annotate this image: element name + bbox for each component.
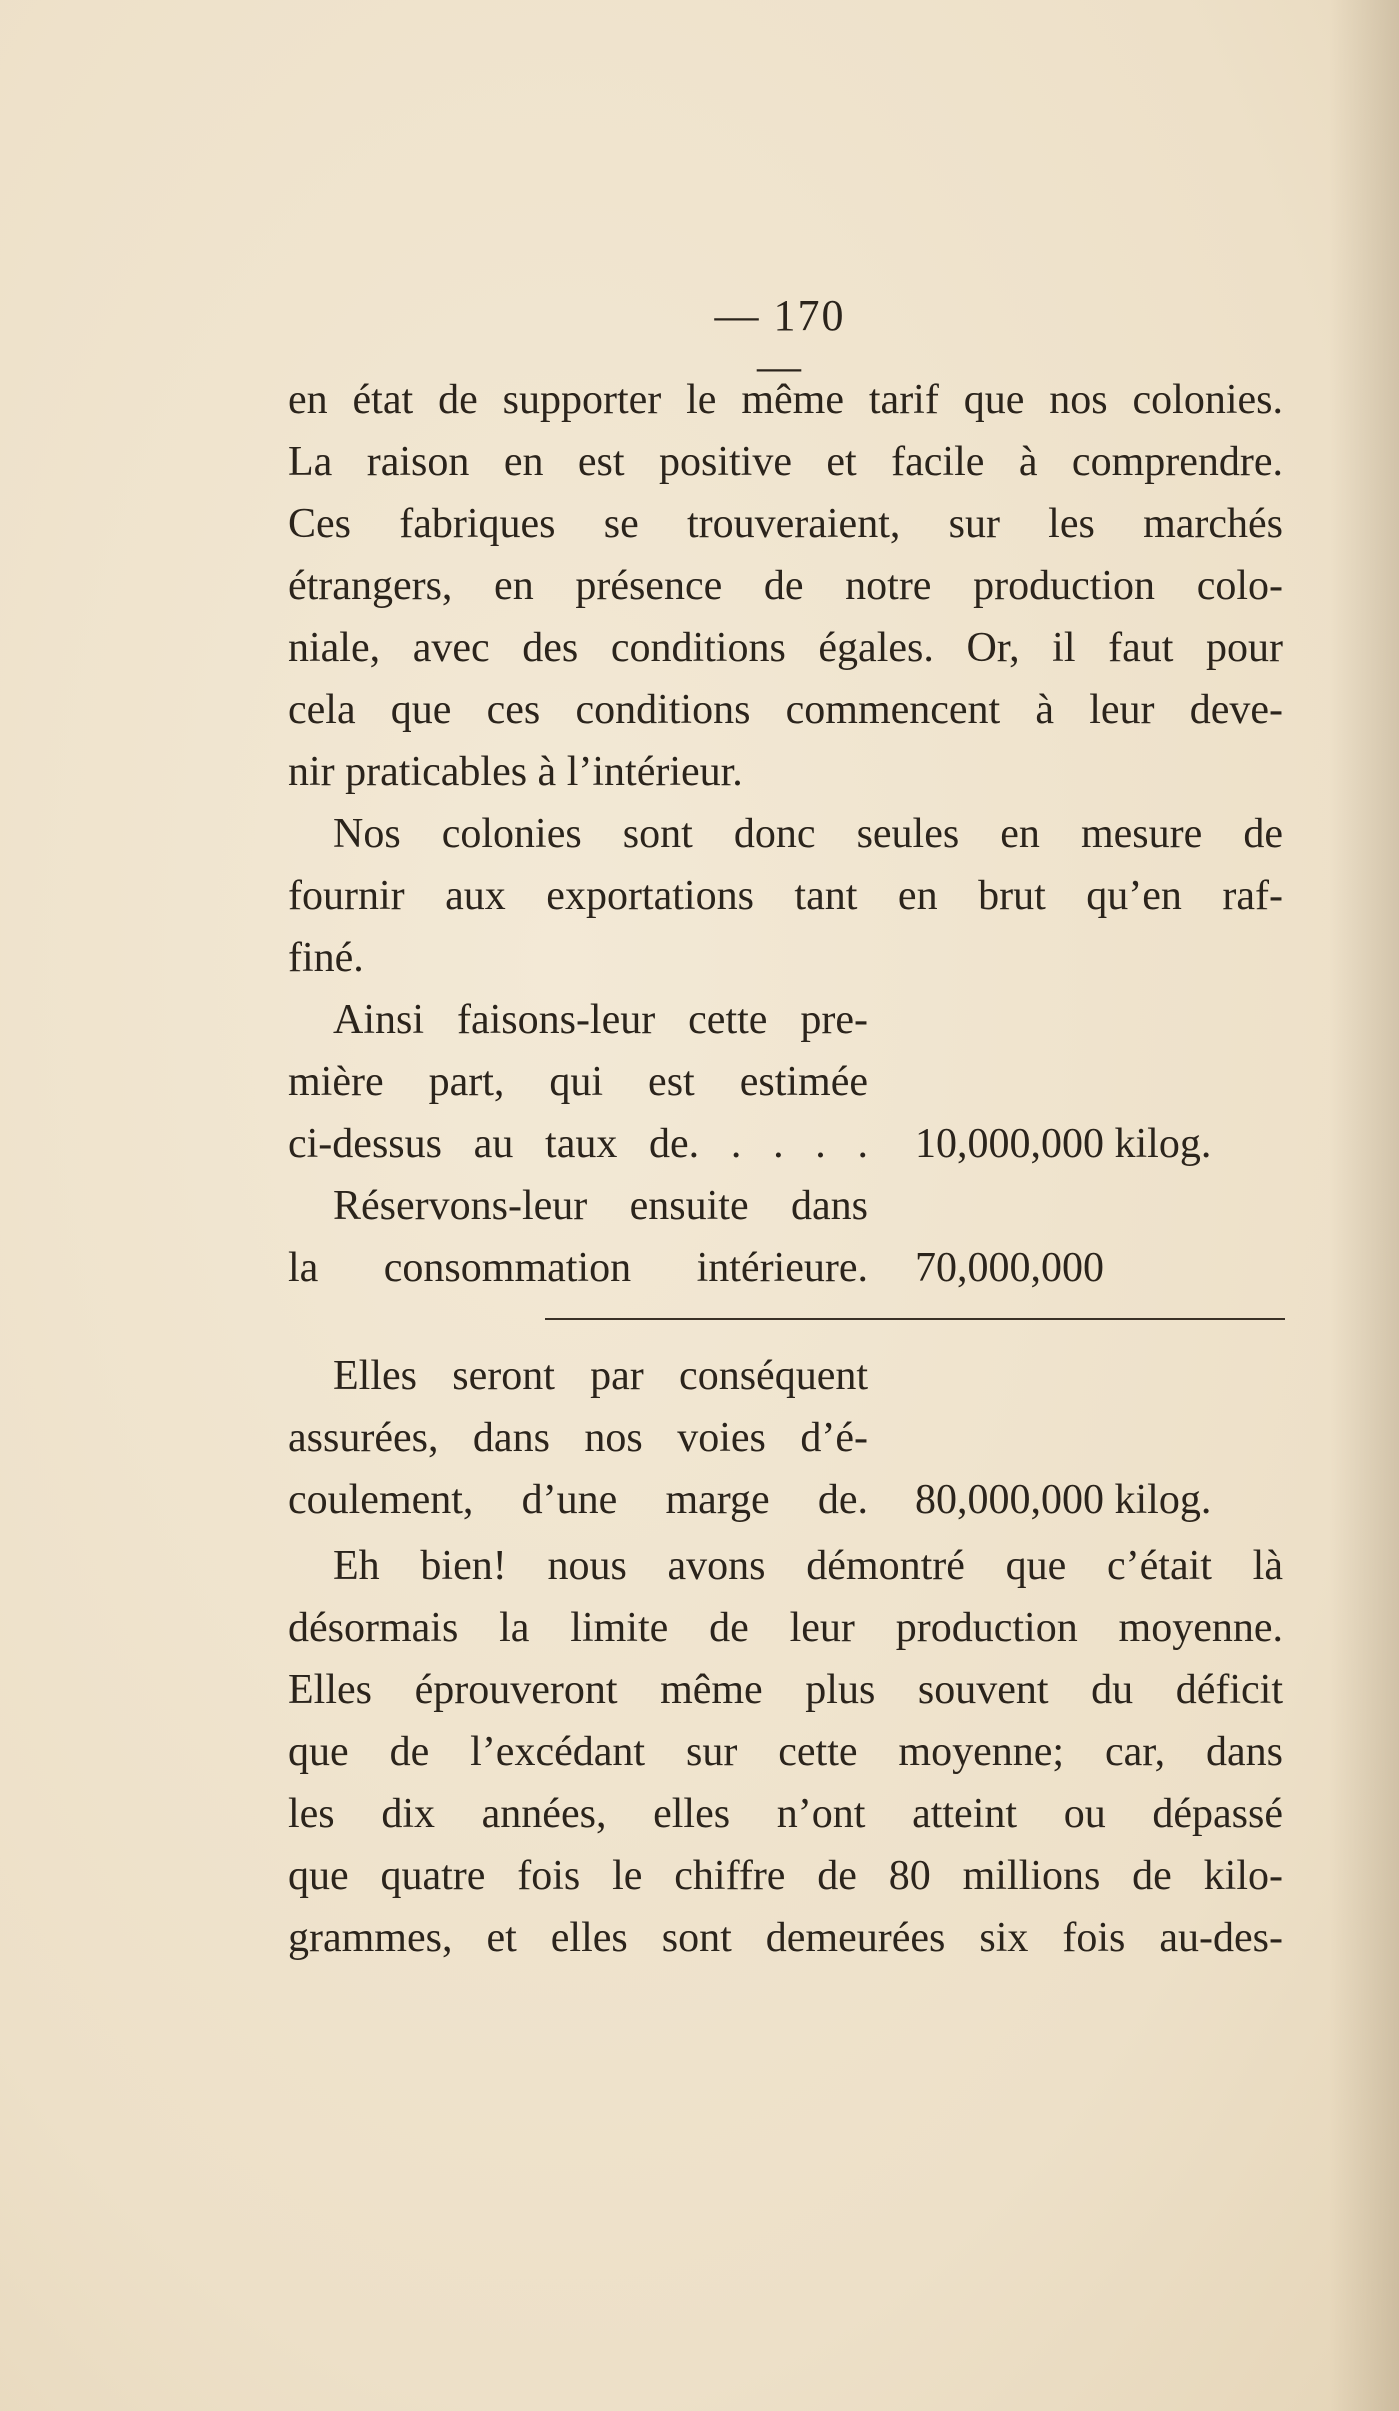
text-line: grammes, et elles sont demeurées six fois au-des- — [288, 1915, 1283, 1961]
ledger-label-line: assurées, dans nos voies d’é- — [288, 1415, 868, 1461]
text-line: nir praticables à l’intérieur. — [288, 749, 743, 795]
text-line: que quatre fois le chiffre de 80 millions de kilo- — [288, 1853, 1283, 1899]
text-line: niale, avec des conditions égales. Or, il faut pour — [288, 625, 1283, 671]
text-line: cela que ces conditions commencent à leur deve- — [288, 687, 1283, 733]
text-line: Nos colonies sont donc seules en mesure de — [333, 811, 1283, 857]
text-line: Elles éprouveront même plus souvent du déficit — [288, 1667, 1283, 1713]
text-line: finé. — [288, 935, 364, 981]
ledger-entry-total — [288, 1346, 1283, 1532]
closing-text — [288, 1536, 1283, 1976]
ledger-value: 70,000,000 — [915, 1245, 1104, 1291]
text-line: que de l’excédant sur cette moyenne; car, dans — [288, 1729, 1283, 1775]
ledger-entry-domestic — [288, 1176, 1283, 1300]
ledger-label-line: coulement, d’une marge de. — [288, 1477, 868, 1523]
text-line: Ces fabriques se trouveraient, sur les marchés — [288, 501, 1283, 547]
ledger-label-line: ci-dessus au taux de. . . . . — [288, 1121, 868, 1167]
body-text — [288, 370, 1283, 981]
ledger-label-line: Réservons-leur ensuite dans — [333, 1183, 868, 1229]
ledger-value: 10,000,000 kilog. — [915, 1121, 1212, 1167]
text-line: La raison en est positive et facile à comprendre. — [288, 439, 1283, 485]
sum-rule — [545, 1318, 1285, 1320]
text-line: fournir aux exportations tant en brut qu’en raf- — [288, 873, 1283, 919]
text-line: en état de supporter le même tarif que nos colonies. — [288, 377, 1283, 423]
text-line: étrangers, en présence de notre production colo- — [288, 563, 1283, 609]
ledger-label-line: la consommation intérieure. — [288, 1245, 868, 1291]
text-line: les dix années, elles n’ont atteint ou dépassé — [288, 1791, 1283, 1837]
page-number: — 170 — — [714, 291, 846, 391]
page-edge-shadow — [1329, 0, 1399, 2411]
ledger-label-line: Elles seront par conséquent — [333, 1353, 868, 1399]
text-line: désormais la limite de leur production moyenne. — [288, 1605, 1283, 1651]
ledger-label-line: mière part, qui est estimée — [288, 1059, 868, 1105]
ledger-label-line: Ainsi faisons-leur cette pre- — [333, 997, 868, 1043]
ledger-entry-export — [288, 990, 1283, 1176]
ledger-value: 80,000,000 kilog. — [915, 1477, 1212, 1523]
text-line: Eh bien! nous avons démontré que c’était là — [333, 1543, 1283, 1589]
